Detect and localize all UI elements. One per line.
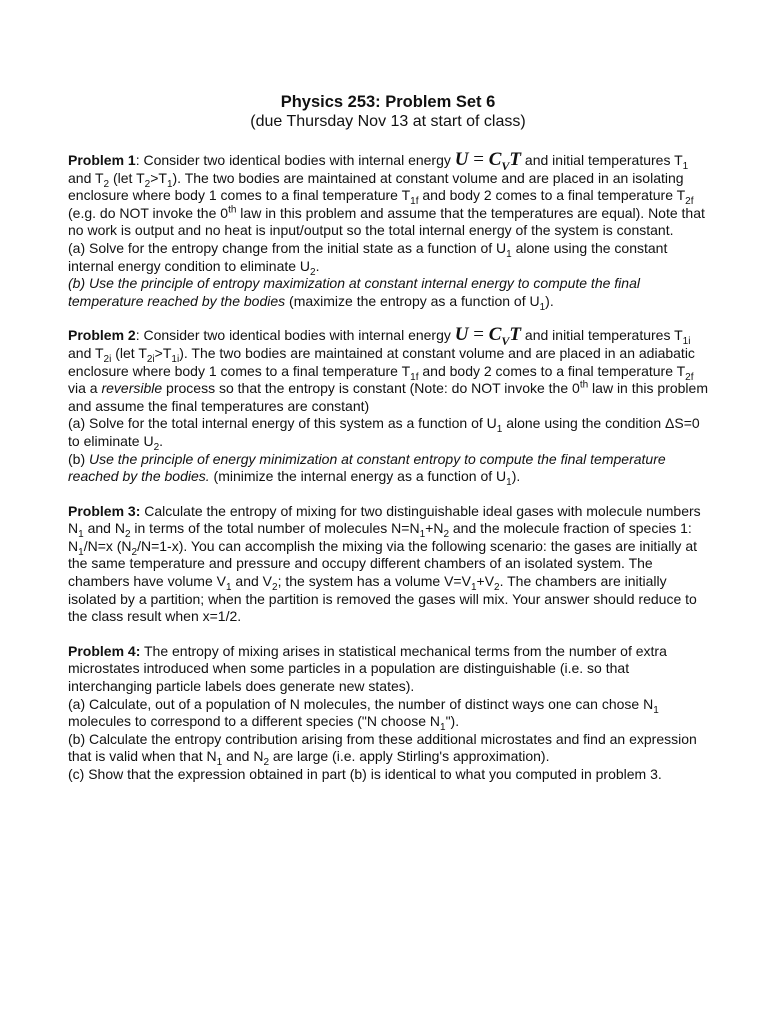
problem-1-statement: Problem 1: Consider two identical bodies with internal energy $U = C_VT$ and initial temperatures $T_1$ and $T_2$ (let $T_2>T_1$). The two bodies are maintained at constant volume and are placed in an isolating enclosure where body 1 comes to a final temperature $T_{1f}$ and body 2 comes to a final temperature $T_{2f}$ (e.g. do NOT invoke the 0th law in this problem and assume that the temperatures are equal). Note that no work is output and no heat is input/output so the total internal energy of the system is constant. [68,149,705,239]
problem-1-part-b: (b) Use the principle of entropy maximization at constant internal energy to compute the final temperature reached by the bodies (maximize the entropy as a function of $U_1$). [68,275,640,313]
problem-3-statement: Problem 3: Calculate the entropy of mixing for two distinguishable ideal gases with molecule numbers $N_1$ and $N_2$ in terms of the total number of molecules $N=N_1+N_2$ and the molecule fraction of species 1: $N_1/N=x$ $(N_2/N=1-x)$. You can accomplish the mixing via the following scenario: the gases are initially at the same temperature and pressure and occupy different chambers of an isolated system. The chambers have volume $V_1$ and $V_2$; the system has a volume $V=V_1+V_2$. The chambers are initially isolated by a partition; when the partition is removed the gases will mix. Your answer should reduce to the class result when x=1/2. [68,502,701,625]
equation-internal-energy: $U = C_VT$ [454,149,522,173]
problem-4-part-c: (c) Show that the expression obtained in part (b) is identical to what you computed in problem 3. [68,766,662,782]
problem-2-part-b: (b) Use the principle of energy minimization at constant entropy to compute the final temperature reached by the bodies. (minimize the internal energy as a function of $U_1$). [68,450,666,488]
problem-4-label: Problem 4: [68,642,141,659]
problem-2-label: Problem 2 [68,327,136,344]
document-title: Physics 253: Problem Set 6 [280,93,496,111]
problem-2-statement: Problem 2: Consider two identical bodies with internal energy $U = C_VT$ and initial temperatures $T_{1i}$ and $T_{2i}$ (let $T_{2i}>T_{1i}$). The two bodies are maintained at constant volume and are placed in an adiabatic enclosure where body 1 comes to a final temperature $T_{1f}$ and body 2 comes to a final temperature $T_{2f}$ via a reversible process so that the entropy is constant (Note: do NOT invoke the 0th law in this problem and assume the final temperatures are constant) [68,324,708,414]
problem-1-label: Problem 1 [68,152,136,168]
problem-1 [68,149,708,313]
problem-1-part-a: (a) Solve for the entropy change from the initial state as a function of $U_1$ alone using the constant internal energy condition to eliminate $U_2$. [68,239,668,278]
problem-3-label: Problem 3: [68,502,141,519]
problem-4-part-a: (a) Calculate, out of a population of N molecules, the number of distinct ways one can chose $N_1$ molecules to correspond to a different species ("N choose $N_1$"). [68,695,659,734]
problem-2 [68,324,708,488]
problem-4-part-b: (b) Calculate the entropy contribution arising from these additional microstates and find an expression that is valid when that $N_1$ and $N_2$ are large (i.e. apply Stirling's approximation). [68,730,697,769]
problem-4 [68,643,708,784]
problem-4-statement: Problem 4: The entropy of mixing arises in statistical mechanical terms from the number of extra microstates introduced when some particles in a population are distinguishable (i.e. so that interchanging particle labels does generate new states). [68,642,667,695]
problem-2-part-a: (a) Solve for the total internal energy of this system as a function of $U_1$ alone using the condition ΔS=0 to eliminate $U_2$. [68,415,700,453]
equation-internal-energy: $U = C_VT$ [454,324,522,349]
due-date-subtitle: (due Thursday Nov 13 at start of class) [250,113,526,130]
problem-3 [68,503,708,626]
document-page [68,92,708,801]
